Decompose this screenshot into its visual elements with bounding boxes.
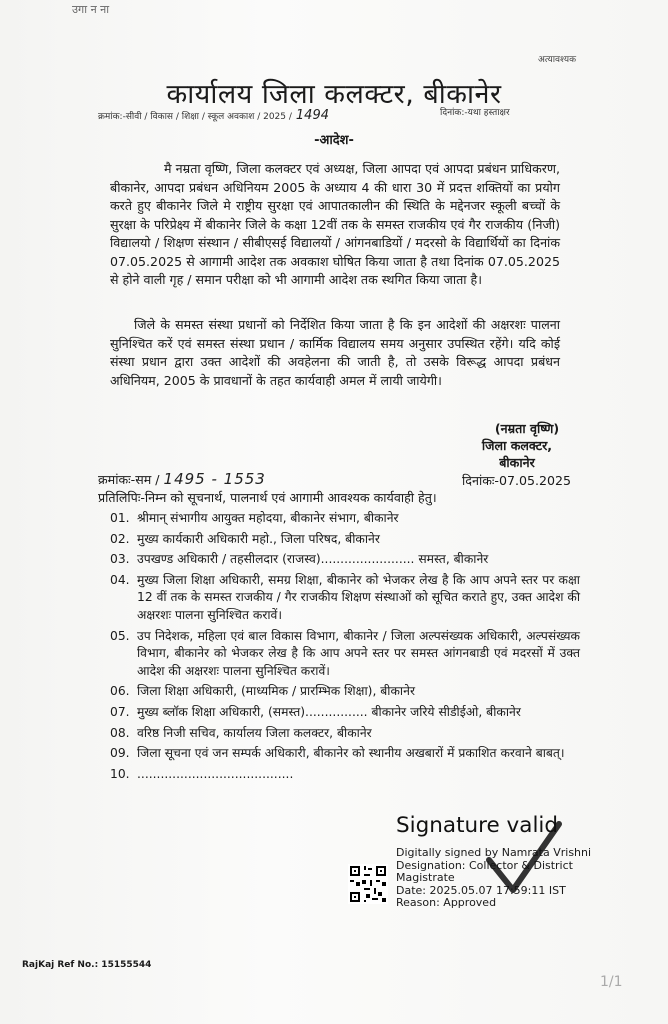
order-number-handwritten: 1495 - 1553 bbox=[163, 470, 266, 488]
reference-line bbox=[98, 108, 329, 123]
signatory-block bbox=[442, 420, 592, 471]
list-item bbox=[110, 572, 580, 625]
rajkaj-reference: RajKaj Ref No.: 15155544 bbox=[22, 960, 152, 970]
list-item-text: मुख्य कार्यकारी अधिकारी महो., जिला परिषद, बीकानेर bbox=[137, 531, 380, 546]
copy-list bbox=[110, 510, 580, 786]
list-item-text: श्रीमान् संभागीय आयुक्त महोदया, बीकानेर संभाग, बीकानेर bbox=[137, 511, 399, 525]
signature-detail-line: Designation: Collector & District bbox=[396, 858, 573, 872]
list-item-number: 06. bbox=[110, 684, 130, 699]
copy-heading: प्रतिलिपिः-निम्न को सूचनार्थ, पालनार्थ एवं आगामी आवश्यक कार्यवाही हेतु। bbox=[98, 490, 437, 505]
reference-number-handwritten: 1494 bbox=[295, 108, 329, 123]
list-item-text: उप निदेशक, महिला एवं बाल विकास विभाग, बीकानेर / जिला अल्पसंख्यक अधिकारी, अल्पसंख्यक विभाग, बीकानेर को भेजकर लेख है कि आप अपने स्तर पर समस्त आंगनबाडी एवं मदरसों में उक्त आदेश की अक्षरशः पालना सुनिश्चित करावें। bbox=[137, 628, 580, 678]
order-title: -आदेश- bbox=[314, 133, 354, 148]
signature-detail-line: Date: 2025.05.07 17:59:11 IST bbox=[396, 883, 566, 897]
list-item-text: जिला शिक्षा अधिकारी, (माध्यमिक / प्रारम्भिक शिक्षा), बीकानेर bbox=[137, 684, 415, 699]
date-as-signed: दिनांक:-यथा हस्ताक्षर bbox=[440, 108, 510, 118]
list-item bbox=[110, 628, 580, 681]
order-number bbox=[98, 470, 266, 488]
list-item-number: 07. bbox=[110, 704, 130, 719]
list-item-number: 04. bbox=[110, 572, 130, 587]
list-item bbox=[110, 725, 580, 743]
list-item bbox=[110, 683, 580, 701]
list-item bbox=[110, 704, 580, 722]
list-item-text: मुख्य जिला शिक्षा अधिकारी, समग्र शिक्षा, बीकानेर को भेजकर लेख है कि आप अपने स्तर पर कक्षा 12 वीं तक के समस्त राजकीय / गैर राजकीय शिक्षण संस्थाओं को सूचित कराते हुए, उक्त आदेश की अक्षरशः पालना सुनिश्चित करावें। bbox=[137, 572, 580, 622]
list-item bbox=[110, 531, 580, 549]
list-item-text: ........................................ bbox=[137, 766, 294, 781]
list-item-number: 09. bbox=[110, 746, 130, 761]
list-item-number: 02. bbox=[110, 531, 130, 546]
list-item bbox=[110, 766, 580, 784]
list-item-number: 03. bbox=[110, 552, 130, 567]
list-item bbox=[110, 551, 580, 569]
list-item-text: जिला सूचना एवं जन सम्पर्क अधिकारी, बीकानेर को स्थानीय अखबारों में प्रकाशित करवाने बाबत्। bbox=[137, 746, 565, 761]
signature-detail-line: Reason: Approved bbox=[396, 896, 497, 910]
signature-detail-line: Digitally signed by Namrata Vrishni bbox=[396, 846, 592, 859]
order-paragraph-2: जिले के समस्त संस्था प्रधानों को निर्देशित किया जाता है कि इन आदेशों की अक्षरशः पालना सुनिश्चित करें एवं समस्त संस्था प्रधान / कार्मिक विद्यालय समय अनुसार उपस्थित रहेंगे। यदि कोई संस्था प्रधान द्वारा उक्त आदेशों की अवहेलना की जाती है, तो उसके विरूद्ध आपदा प्रबंधन अधिनियम, 2005 के प्रावधानों के तहत कार्यवाही अमल में लायी जायेगी। bbox=[110, 317, 560, 388]
list-item-number: 08. bbox=[110, 725, 130, 740]
list-item bbox=[110, 745, 580, 763]
list-item-text: वरिष्ठ निजी सचिव, कार्यालय जिला कलक्टर, बीकानेर bbox=[137, 725, 372, 740]
signature-detail-line: Magistrate bbox=[396, 871, 455, 885]
list-item-number: 05. bbox=[110, 628, 130, 643]
signatory-name: (नम्रता वृष्णि) bbox=[494, 421, 560, 436]
reference-text: क्रमांक:-सीवी / विकास / शिक्षा / स्कूल अवकाश / 2025 / bbox=[98, 112, 292, 122]
list-item-number: 01. bbox=[110, 511, 130, 525]
order-date: दिनांकः-07.05.2025 bbox=[462, 473, 572, 488]
list-item bbox=[110, 510, 580, 528]
signatory-designation: जिला कलक्टर, bbox=[481, 438, 553, 453]
top-handwritten-scribble: उगा न ना bbox=[72, 3, 110, 16]
signature-valid-status: Signature valid bbox=[396, 813, 559, 838]
page-counter: 1/1 bbox=[600, 974, 623, 990]
signatory-place: बीकानेर bbox=[499, 455, 535, 470]
order-number-label: क्रमांकः-सम / bbox=[98, 472, 160, 487]
order-paragraph-1: मै नम्रता वृष्णि, जिला कलक्टर एवं अध्यक्ष, जिला आपदा एवं आपदा प्रबंधन प्राधिकरण, बीकानेर, आपदा प्रबंधन अधिनियम 2005 के अध्याय 4 की धारा 30 में प्रदत्त शक्तियों का प्रयोग करते हुए बीकानेर जिले मे राष्ट्रीय सुरक्षा एवं आपातकालीन की स्थिति के मद्देनजर स्कूली बच्चों के सुरक्षा के परिप्रेक्ष्य में बीकानेर जिले के कक्षा 12वीं तक के समस्त राजकीय एवं गैर राजकीय (निजी) विद्यालयो / शिक्षण संस्थान / सीबीएसई विद्यालयों / आंगनबाडियों / मदरसो के विद्यार्थियों का दिनांक 07.05.2025 से आगामी आदेश तक अवकाश घोषित किया जाता है तथा दिनांक 07.05.2025 से होने वाली गृह / समान परीक्षा को भी आगामी आदेश तक स्थगित किया जाता है। bbox=[110, 161, 560, 287]
office-heading: कार्यालय जिला कलक्टर, बीकानेर bbox=[166, 79, 502, 110]
urgent-mark: अत्यावश्यक bbox=[538, 55, 576, 65]
list-item-text: उपखण्ड अधिकारी / तहसीलदार (राजस्व)........................ समस्त, बीकानेर bbox=[137, 552, 489, 567]
qr-code-icon bbox=[348, 864, 388, 904]
signature-check-icon bbox=[483, 818, 563, 898]
list-item-text: मुख्य ब्लॉक शिक्षा अधिकारी, (समस्त)................ बीकानेर जरिये सीडीईओ, बीकानेर bbox=[137, 704, 521, 719]
list-item-number: 10. bbox=[110, 766, 130, 781]
